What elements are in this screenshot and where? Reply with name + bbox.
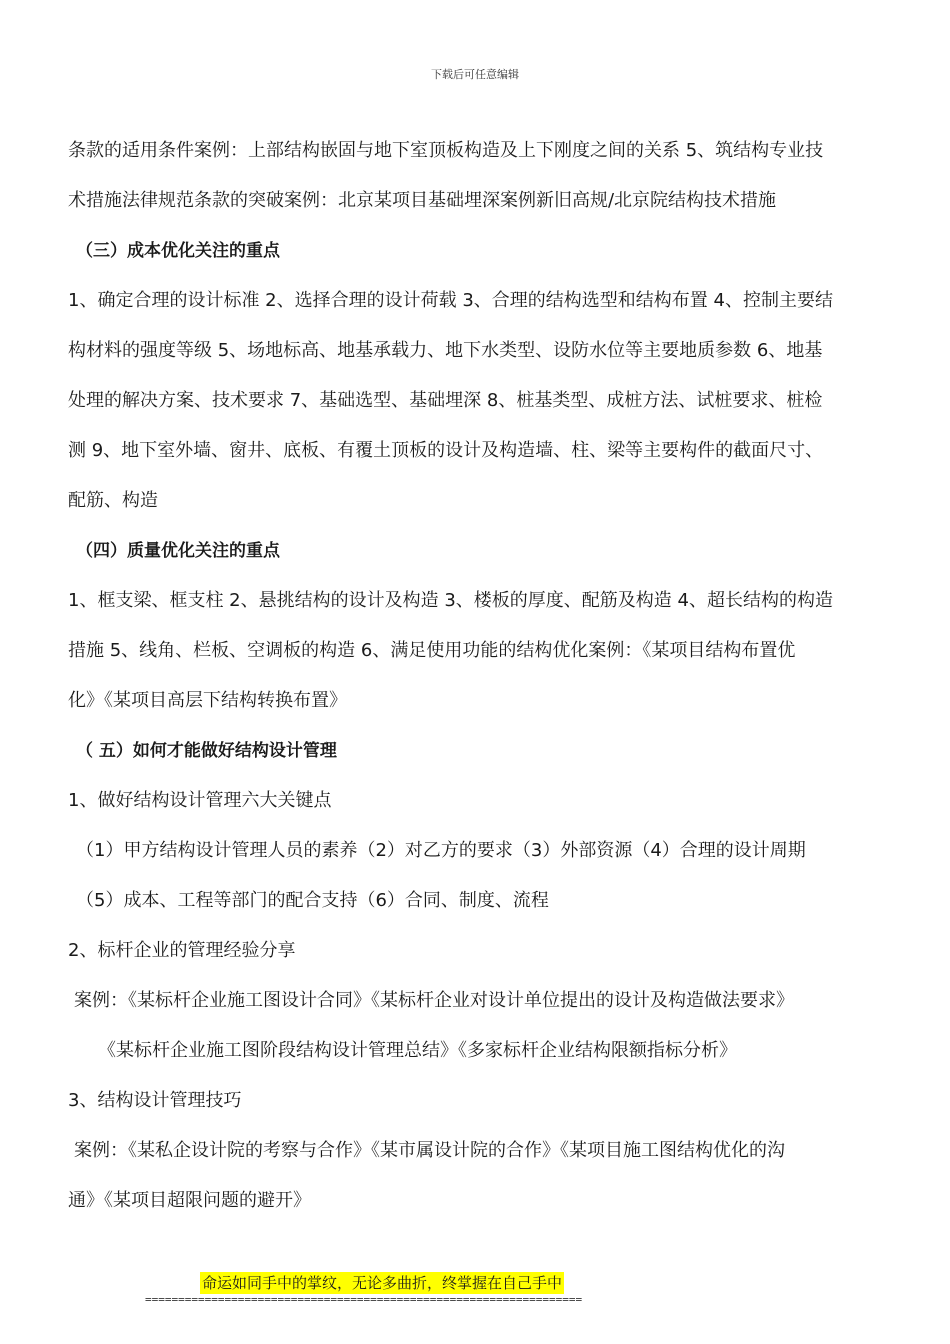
paragraph-line: 化》《某项目高层下结构转换布置》 (68, 690, 347, 711)
paragraph-line: 条款的适用条件案例：上部结构嵌固与地下室顶板构造及上下刚度之间的关系 5、筑结构专业技 (68, 140, 824, 161)
paragraph-line: 测 9、地下室外墙、窗井、底板、有覆土顶板的设计及构造墙、柱、梁等主要构件的截面尺寸、 (68, 440, 824, 461)
paragraph-line: 措施 5、线角、栏板、空调板的构造 6、满足使用功能的结构优化案例：《某项目结构布置优 (68, 640, 796, 661)
paragraph-line: 术措施法律规范条款的突破案例：北京某项目基础埋深案例新旧高规/北京院结构技术措施 (68, 190, 777, 211)
document-body (68, 126, 884, 1226)
case-line: 通》《某项目超限问题的避开》 (68, 1190, 311, 1211)
list-subitem: （1）甲方结构设计管理人员的素养（2）对乙方的要求（3）外部资源（4）合理的设计周期 (76, 840, 806, 861)
case-line: 案例：《某私企设计院的考察与合作》《某市属设计院的合作》《某项目施工图结构优化的沟 (74, 1140, 785, 1161)
list-item: 3、结构设计管理技巧 (68, 1090, 242, 1111)
header-note: 下载后可任意编辑 (431, 68, 519, 81)
paragraph-line: 配筋、构造 (68, 490, 158, 511)
list-item: 1、做好结构设计管理六大关键点 (68, 790, 332, 811)
case-line: 《某标杆企业施工图阶段结构设计管理总结》《多家标杆企业结构限额指标分析》 (98, 1040, 737, 1061)
paragraph-line: 处理的解决方案、技术要求 7、基础选型、基础埋深 8、桩基类型、成桩方法、试桩要求、桩检 (68, 390, 823, 411)
paragraph-line: 1、框支梁、框支柱 2、悬挑结构的设计及构造 3、楼板的厚度、配筋及构造 4、超长结构的构造 (68, 590, 833, 611)
section-heading-management: （ 五）如何才能做好结构设计管理 (76, 741, 337, 761)
footer-motto: 命运如同手中的掌纹，无论多曲折，终掌握在自己手中 (202, 1274, 563, 1292)
list-item: 2、标杆企业的管理经验分享 (68, 940, 296, 961)
footer-rule: ================================================================== (145, 1293, 583, 1306)
paragraph-line: 1、确定合理的设计标准 2、选择合理的设计荷载 3、合理的结构选型和结构布置 4、控制主要结 (68, 290, 833, 311)
section-heading-cost: （三）成本优化关注的重点 (76, 241, 280, 261)
case-line: 案例：《某标杆企业施工图设计合同》《某标杆企业对设计单位提出的设计及构造做法要求》 (74, 990, 794, 1011)
paragraph-line: 构材料的强度等级 5、场地标高、地基承载力、地下水类型、设防水位等主要地质参数 6、地基 (68, 340, 823, 361)
section-heading-quality: （四）质量优化关注的重点 (76, 541, 280, 561)
list-subitem: （5）成本、工程等部门的配合支持（6）合同、制度、流程 (76, 890, 549, 911)
